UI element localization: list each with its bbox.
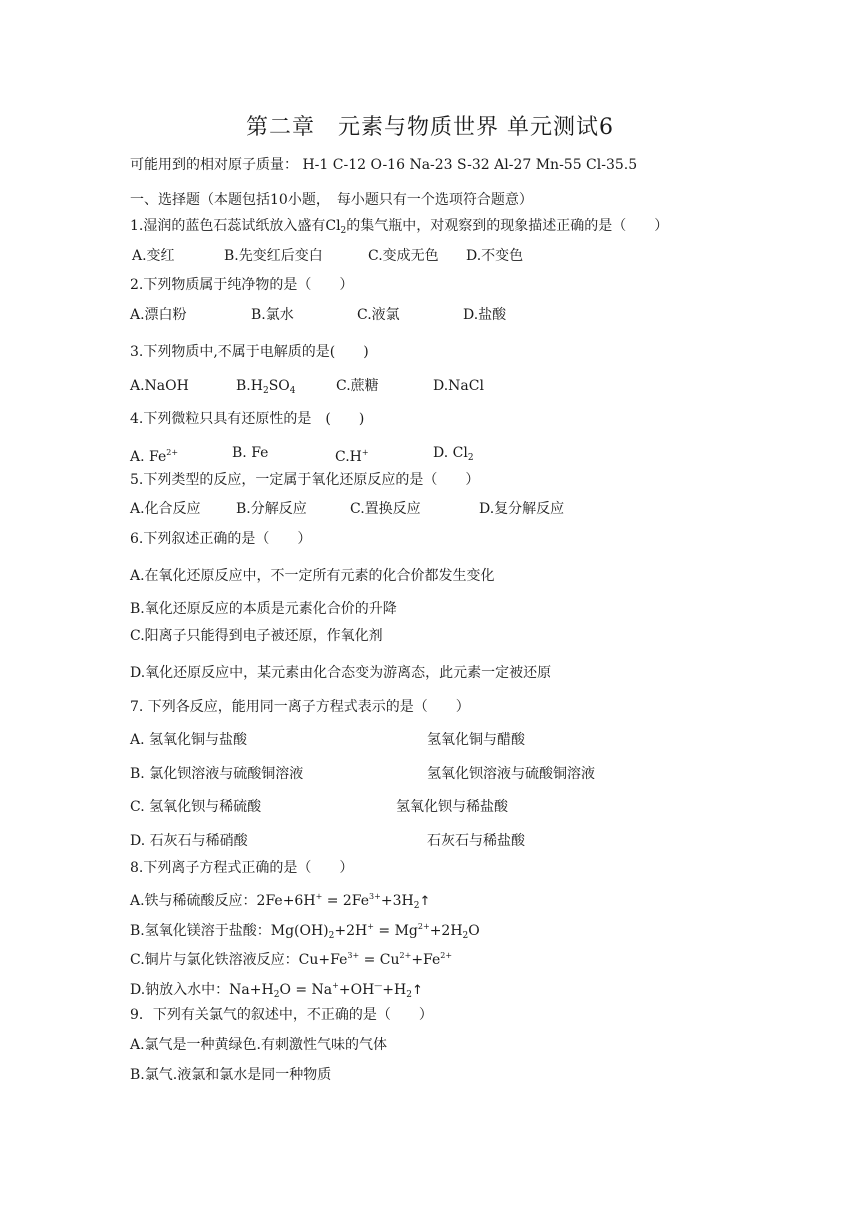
q8-option-a: A.铁与稀硫酸反应：$2Fe+6H^+ = 2Fe^{3+}+3H_2↑$ [130, 892, 431, 911]
q2-option-a: A.漂白粉 [130, 307, 187, 323]
question-8-stem: 8.下列离子方程式正确的是（ ） [130, 860, 354, 876]
q7-option-c-right: 氢氧化钡与稀盐酸 [396, 799, 508, 815]
q5-option-d: D.复分解反应 [479, 501, 565, 517]
question-3-stem: 3.下列物质中,不属于电解质的是( ) [130, 344, 369, 360]
q3-option-a: A.NaOH [130, 378, 189, 394]
q9-option-b: B.氯气.液氯和氯水是同一种物质 [130, 1067, 332, 1083]
question-5-stem: 5.下列类型的反应，一定属于氧化还原反应的是（ ） [130, 472, 480, 488]
question-2-stem: 2.下列物质属于纯净物的是（ ） [130, 277, 354, 293]
q7-option-a-right: 氢氧化铜与醋酸 [427, 732, 525, 748]
q6-option-b: B.氧化还原反应的本质是元素化合价的升降 [130, 601, 397, 617]
q3-option-c: C.蔗糖 [336, 378, 379, 394]
question-4-stem: 4.下列微粒只具有还原性的是 ( ) [130, 411, 365, 427]
q8-option-b: B.氢氧化镁溶于盐酸：$Mg(OH)_2+2H^+ = Mg^{2+}+2H_2O$ [130, 922, 480, 941]
question-9-stem: 9．下列有关氯气的叙述中，不正确的是（ ） [130, 1007, 433, 1023]
q2-option-c: C.液氯 [357, 307, 400, 323]
q4-option-a: A. $Fe^{2+}$ [130, 448, 179, 465]
q5-option-b: B.分解反应 [236, 501, 307, 517]
q7-option-d-right: 石灰石与稀盐酸 [427, 833, 525, 849]
up-arrow-icon: ↑ [411, 983, 423, 998]
question-1-stem: 1.湿润的蓝色石蕊试纸放入盛有$Cl_2$的集气瓶中，对观察到的现象描述正确的是（ ） [130, 218, 669, 236]
q6-option-a: A.在氧化还原反应中，不一定所有元素的化合价都发生变化 [130, 568, 495, 584]
q3-option-d: D.NaCl [433, 378, 484, 394]
q1-option-a: A.变红 [132, 248, 175, 264]
page-title: 第二章 元素与物质世界 单元测试6 [246, 115, 614, 140]
atomic-masses: 可能用到的相对原子质量： H-1 C-12 O-16 Na-23 S-32 Al-27 Mn-55 Cl-35.5 [130, 157, 638, 173]
q7-option-d-left: D. 石灰石与稀硝酸 [130, 833, 248, 849]
up-arrow-icon: ↑ [419, 894, 431, 909]
q1-option-b: B.先变红后变白 [224, 248, 323, 264]
section-heading: 一、选择题（本题包括10小题， 每小题只有一个选项符合题意） [130, 192, 533, 208]
q7-option-a-left: A. 氢氧化铜与盐酸 [130, 732, 248, 748]
q3-option-b: $B.H_2SO_4$ [236, 378, 296, 396]
q6-option-d: D.氧化还原反应中，某元素由化合态变为游离态，此元素一定被还原 [130, 665, 552, 681]
question-7-stem: 7. 下列各反应，能用同一离子方程式表示的是（ ） [130, 699, 470, 715]
q2-option-b: B.氯水 [251, 307, 294, 323]
q7-option-c-left: C. 氢氧化钡与稀硫酸 [130, 799, 262, 815]
q7-option-b-right: 氢氧化钡溶液与硫酸铜溶液 [427, 766, 595, 782]
q8-option-d: D.钠放入水中：$Na+H_2O$ = $Na^++OH^—+H_2↑$ [130, 981, 423, 1000]
q7-option-b-left: B. 氯化钡溶液与硫酸铜溶液 [130, 766, 304, 782]
q2-option-d: D.盐酸 [463, 307, 507, 323]
q4-option-c: C.H+ [335, 448, 369, 465]
q4-option-b: B. Fe [232, 445, 269, 461]
q5-option-c: C.置换反应 [350, 501, 421, 517]
q1-option-c: C.变成无色 [368, 248, 439, 264]
q9-option-a: A.氯气是一种黄绿色.有刺激性气味的气体 [130, 1037, 388, 1053]
q1-option-d: D.不变色 [466, 248, 524, 264]
q4-option-d: D. $Cl_2$ [433, 445, 474, 463]
q6-option-c: C.阳离子只能得到电子被还原，作氧化剂 [130, 628, 383, 644]
question-6-stem: 6.下列叙述正确的是（ ） [130, 531, 312, 547]
q8-option-c: C.铜片与氯化铁溶液反应：$Cu+Fe^{3+} = Cu^{2+}+Fe^{2+}$ [130, 951, 453, 968]
q5-option-a: A.化合反应 [130, 501, 201, 517]
